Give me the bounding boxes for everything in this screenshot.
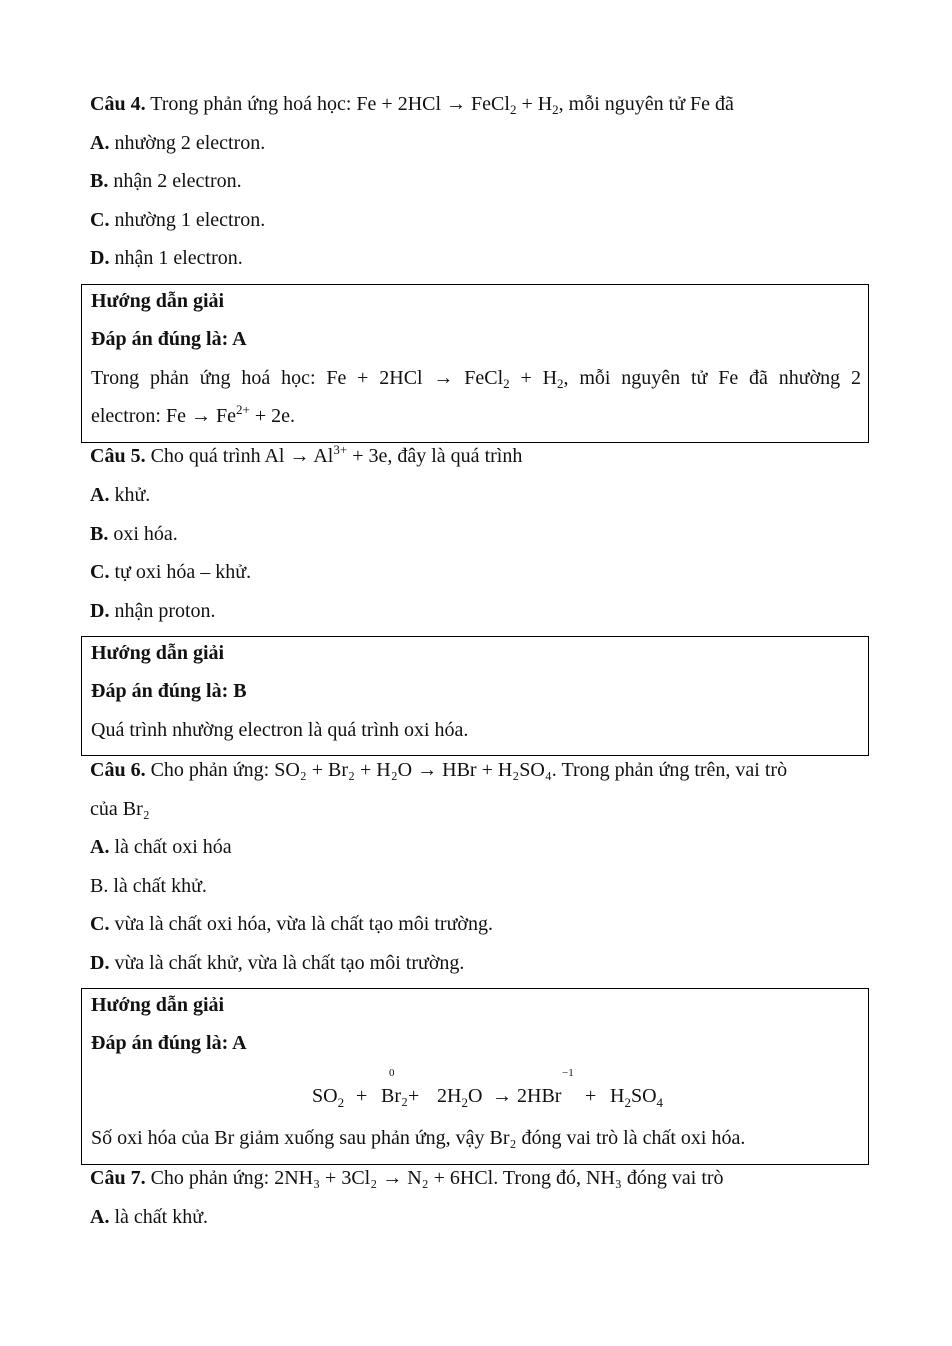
option-text: là chất oxi hóa: [109, 836, 232, 858]
subscript: 2: [552, 102, 559, 117]
subscript: 4: [656, 1095, 664, 1110]
explanation-text: electron: Fe → Fe: [91, 405, 236, 427]
option-letter: A.: [90, 484, 110, 506]
option-text: nhận proton.: [109, 600, 216, 622]
solution-title-text: Hướng dẫn giải: [91, 642, 225, 664]
superscript: 2+: [235, 402, 250, 417]
subscript: 2: [337, 1095, 345, 1110]
equation-term-hbr: 2HBr: [517, 1085, 562, 1107]
question-4-stem: [90, 91, 734, 117]
option-letter: B.: [90, 170, 109, 192]
equation-term-br2: Br₂+: [381, 1085, 420, 1107]
option-letter: C.: [90, 209, 110, 231]
option-c: [90, 207, 265, 233]
stem-text: + 3e, đây là quá trình: [347, 445, 523, 467]
solution-box-5: [81, 636, 869, 756]
equation-term-h2so4: [610, 1085, 663, 1108]
question-label: Câu 7.: [90, 1167, 146, 1189]
option-b: [90, 873, 207, 899]
option-d: [90, 598, 216, 624]
question-label: Câu 4.: [90, 93, 146, 115]
option-letter: D.: [90, 600, 110, 622]
option-letter: C.: [90, 913, 110, 935]
option-text: vừa là chất oxi hóa, vừa là chất tạo môi trường.: [109, 913, 493, 935]
option-d: [90, 245, 243, 271]
term-text: O: [467, 1085, 483, 1107]
option-a: [90, 130, 265, 156]
term-text: SO: [312, 1085, 338, 1107]
solution-answer: [91, 1030, 247, 1056]
option-letter: D.: [90, 952, 110, 974]
subscript: 2: [557, 376, 564, 391]
subscript: 2: [503, 376, 510, 391]
option-c: [90, 559, 251, 585]
oxidation-number-br2: 0: [389, 1067, 395, 1079]
stem-text: Trong phản ứng hoá học: Fe + 2HCl → FeCl: [145, 93, 510, 115]
oxidation-number-br: −1: [562, 1067, 574, 1079]
solution-box-4: [81, 284, 869, 443]
option-d: [90, 950, 464, 976]
equation-plus: +: [585, 1085, 597, 1107]
explanation-text: + 2e.: [249, 405, 295, 427]
subscript: 2: [461, 1095, 468, 1110]
solution-title: [91, 992, 224, 1018]
explanation-text: , mỗi nguyên tử Fe đã nhường 2: [563, 367, 861, 389]
solution-title: [91, 288, 224, 314]
term-text: 2H: [437, 1085, 462, 1107]
option-text: khử.: [109, 484, 151, 506]
option-letter: C.: [90, 561, 110, 583]
solution-answer: [91, 326, 247, 352]
question-label: Câu 5.: [90, 445, 146, 467]
stem-text: Cho quá trình Al → Al: [145, 445, 334, 467]
option-c: [90, 911, 493, 937]
solution-title: [91, 640, 224, 666]
option-text: nhường 2 electron.: [109, 132, 266, 154]
question-6-stem-line2: của Br₂: [90, 798, 150, 820]
option-letter: B.: [90, 523, 109, 545]
option-letter: A.: [90, 1206, 110, 1228]
solution-explanation: Quá trình nhường electron là quá trình oxi hóa.: [91, 719, 469, 741]
option-letter: A.: [90, 132, 110, 154]
equation-plus: +: [356, 1085, 368, 1107]
question-7-stem: [90, 1165, 724, 1191]
option-a: [90, 482, 150, 508]
question-5-stem: [90, 443, 522, 469]
answer-text: Đáp án đúng là: A: [91, 1032, 247, 1054]
explanation-text: Trong phản ứng hoá học: Fe + 2HCl → FeCl: [91, 367, 504, 389]
solution-explanation-line1: [91, 365, 861, 391]
option-b: [90, 521, 178, 547]
option-text: vừa là chất khử, vừa là chất tạo môi trường.: [109, 952, 465, 974]
explanation-text: + H: [509, 367, 558, 389]
option-a: [90, 834, 232, 860]
stem-text: + H: [516, 93, 553, 115]
option-text: là chất khử.: [109, 1206, 209, 1228]
equation-term-so2: [312, 1085, 344, 1108]
option-text: nhận 1 electron.: [109, 247, 243, 269]
solution-explanation-line2: [91, 403, 295, 429]
solution-answer: [91, 678, 247, 704]
stem-text: Cho phản ứng: 2NH₃ + 3Cl₂ → N₂ + 6HCl. Trong đó, NH₃ đóng vai trò: [145, 1167, 724, 1189]
option-letter: D.: [90, 247, 110, 269]
answer-text: Đáp án đúng là: A: [91, 328, 247, 350]
question-label: Câu 6.: [90, 759, 146, 781]
answer-text: Đáp án đúng là: B: [91, 680, 247, 702]
solution-title-text: Hướng dẫn giải: [91, 290, 225, 312]
redox-equation: [312, 1063, 872, 1113]
equation-term-h2o: [437, 1085, 482, 1108]
equation-arrow: →: [492, 1085, 512, 1107]
question-6-stem: [90, 757, 787, 783]
subscript: 2: [624, 1095, 631, 1110]
solution-title-text: Hướng dẫn giải: [91, 994, 225, 1016]
option-text: nhận 2 electron.: [108, 170, 242, 192]
term-text: SO: [630, 1085, 657, 1107]
option-text: oxi hóa.: [108, 523, 178, 545]
superscript: 3+: [333, 442, 348, 457]
option-letter: A.: [90, 836, 110, 858]
option-b: [90, 168, 242, 194]
stem-text: Cho phản ứng: SO₂ + Br₂ + H₂O → HBr + H₂SO₄. Trong phản ứng trên, vai trò: [145, 759, 788, 781]
term-text: H: [610, 1085, 625, 1107]
solution-explanation: Số oxi hóa của Br giảm xuống sau phản ứng, vậy Br₂ đóng vai trò là chất oxi hóa.: [91, 1127, 746, 1149]
stem-text: , mỗi nguyên tử Fe đã: [558, 93, 734, 115]
option-text: nhường 1 electron.: [109, 209, 266, 231]
subscript: 2: [509, 102, 517, 117]
solution-box-6: [81, 988, 869, 1165]
option-a: [90, 1204, 208, 1230]
option-text: B. là chất khử.: [90, 875, 207, 897]
option-text: tự oxi hóa – khử.: [109, 561, 252, 583]
